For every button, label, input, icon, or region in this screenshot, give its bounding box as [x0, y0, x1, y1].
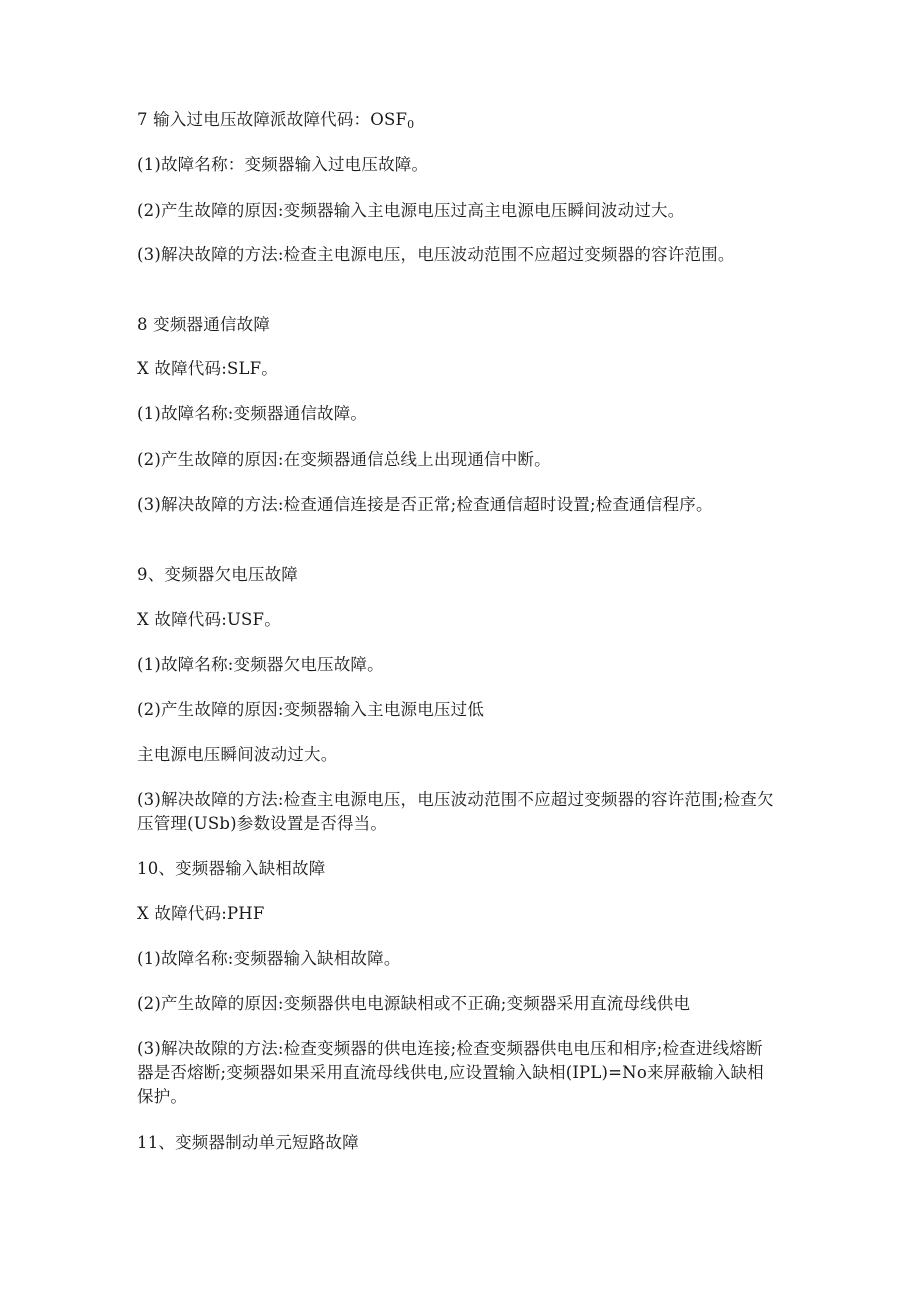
paragraph: (3)解决故隙的方法:检查变频器的供电连接;检查变频器供电电压和相序;检查进线熔断器是否熔断;变频器如果采用直流母线供电,应设置输入缺相(IPL)=No来屏蔽输入缺相保护。 [137, 1039, 764, 1106]
paragraph: (2)产生故障的原因:变频器供电电源缺相或不正确;变频器采用直流母线供电 [137, 994, 691, 1013]
paragraph: (3)解决故障的方法:检查主电源电压，电压波动范围不应超过变频器的容许范围。 [137, 245, 735, 264]
subscript: 0 [407, 118, 415, 131]
paragraph: (2)产生故障的原因:变频器输入主电源电压过高主电源电压瞬间波动过大。 [137, 201, 685, 220]
paragraph: (3)解决故障的方法:检查通信连接是否正常;检查通信超时设置;检查通信程序。 [137, 495, 713, 514]
section-heading-9: 9、变频器欠电压故障 [137, 565, 298, 584]
paragraph: 主电源电压瞬间波动过大。 [137, 745, 338, 764]
paragraph: (3)解决故障的方法:检查主电源电压，电压波动范围不应超过变频器的容许范围;检查欠压管理(USb)参数设置是否得当。 [137, 790, 774, 833]
paragraph: (1)故障名称:变频器输入缺相故障。 [137, 949, 401, 968]
section-heading-7: 7 输入过电压故障派故障代码：$OSF_0$ [137, 110, 415, 131]
paragraph: (2)产生故障的原因:在变频器通信总线上出现通信中断。 [137, 450, 551, 469]
fault-code-line: X 故障代码:USF。 [137, 610, 281, 629]
section-heading-10: 10、变频器输入缺相故障 [137, 859, 326, 878]
paragraph: (1)故障名称:变频器通信故障。 [137, 404, 368, 423]
paragraph: (1)故障名称:变频器欠电压故障。 [137, 655, 384, 674]
paragraph: (1)故障名称：变频器输入过电压故障。 [137, 155, 429, 174]
paragraph: (2)产生故障的原因:变频器输入主电源电压过低 [137, 700, 485, 719]
fault-code-line: X 故障代码:SLF。 [137, 359, 278, 378]
section-heading-11: 11、变频器制动单元短路故障 [137, 1133, 359, 1152]
fault-code-line: X 故障代码:PHF [137, 904, 265, 923]
section-heading-8: 8 变频器通信故障 [137, 315, 271, 334]
